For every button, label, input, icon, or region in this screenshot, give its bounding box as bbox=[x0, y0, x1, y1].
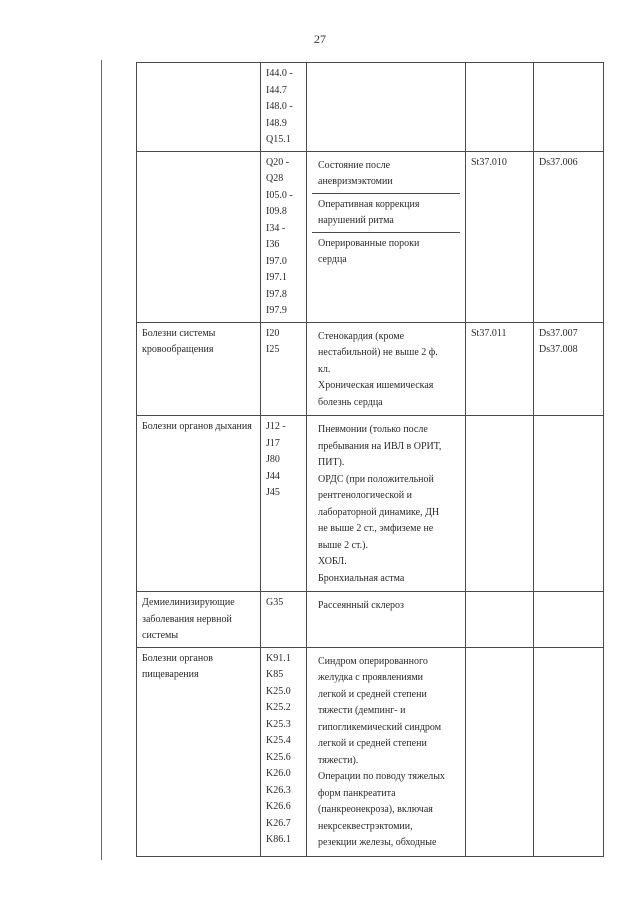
icd-codes-cell bbox=[261, 63, 307, 152]
table-row bbox=[137, 322, 604, 416]
icd-code: K25.6 bbox=[266, 751, 291, 763]
diagnosis-line: Операции по поводу тяжелых bbox=[318, 771, 445, 782]
diagnosis-cell bbox=[307, 151, 466, 322]
diagnosis-line: Рассеянный склероз bbox=[318, 600, 404, 611]
diagnosis-line: Синдром оперированного bbox=[318, 655, 428, 667]
icd-code: K26.3 bbox=[266, 784, 291, 796]
icd-code: K91.1 bbox=[266, 652, 291, 664]
table-row bbox=[137, 592, 604, 648]
icd-code: I97.0 bbox=[266, 255, 287, 267]
st-code: St37.011 bbox=[471, 327, 507, 339]
diagnosis-line: ОРДС (при положительной bbox=[318, 473, 434, 485]
st-code-cell bbox=[466, 647, 534, 856]
icd-code: I05.0 - bbox=[266, 189, 293, 201]
diagnosis-block bbox=[312, 326, 460, 414]
icd-code: K25.2 bbox=[266, 702, 291, 713]
icd-code: K26.0 bbox=[266, 768, 291, 779]
medical-codes-table bbox=[136, 62, 604, 857]
diagnosis-line: Оперативная коррекция bbox=[318, 198, 420, 210]
icd-codes-cell bbox=[261, 647, 307, 856]
diagnosis-line: Хроническая ишемическая bbox=[318, 380, 434, 391]
diagnosis-line: гипогликемический синдром bbox=[318, 721, 442, 733]
disease-group-cell bbox=[137, 63, 261, 152]
disease-group-cell bbox=[137, 647, 261, 856]
disease-group-text: Болезни органов дыхания bbox=[142, 421, 252, 432]
icd-code: J12 - bbox=[266, 421, 286, 432]
diagnosis-line: Пневмонии (только после bbox=[318, 424, 428, 435]
diagnosis-line: выше 2 ст.). bbox=[318, 539, 368, 551]
disease-group-cell bbox=[137, 592, 261, 648]
st-code-cell bbox=[466, 592, 534, 648]
st-code-cell bbox=[466, 63, 534, 152]
diagnosis-block bbox=[312, 595, 460, 617]
ds-code: Ds37.007 bbox=[539, 327, 578, 339]
diagnosis-block bbox=[312, 419, 460, 589]
icd-code: G35 bbox=[266, 597, 284, 608]
icd-code: J45 bbox=[266, 487, 280, 498]
icd-codes-cell bbox=[261, 322, 307, 416]
table-row bbox=[137, 416, 604, 592]
disease-group-text: Болезни системы кровообращения bbox=[142, 327, 216, 355]
diagnosis-line: Состояние после bbox=[318, 159, 391, 171]
diagnosis-line: пребывания на ИВЛ в ОРИТ, bbox=[318, 440, 442, 452]
icd-code: K86.1 bbox=[266, 834, 291, 845]
icd-code: I48.9 bbox=[266, 117, 287, 129]
diagnosis-cell bbox=[307, 416, 466, 592]
icd-code: I44.7 bbox=[266, 84, 287, 96]
ds-code-cell bbox=[534, 647, 604, 856]
diagnosis-line: некрсеквестрэктомии, bbox=[318, 820, 413, 832]
ds-code-cell bbox=[534, 592, 604, 648]
ds-code-cell bbox=[534, 322, 604, 416]
diagnosis-cell bbox=[307, 322, 466, 416]
icd-codes-cell bbox=[261, 592, 307, 648]
icd-codes-cell bbox=[261, 151, 307, 322]
icd-code: I34 - bbox=[266, 222, 286, 234]
diagnosis-cell bbox=[307, 63, 466, 152]
ds-code: Ds37.006 bbox=[539, 156, 578, 168]
diagnosis-line: болезнь сердца bbox=[318, 396, 383, 408]
diagnosis-block bbox=[312, 194, 460, 233]
diagnosis-line: форм панкреатита bbox=[318, 787, 396, 799]
diagnosis-line: Оперированные пороки bbox=[318, 237, 420, 249]
icd-code: I97.9 bbox=[266, 305, 287, 316]
st-code-cell bbox=[466, 322, 534, 416]
diagnosis-line: легкой и средней степени bbox=[318, 738, 427, 749]
icd-code: K26.7 bbox=[266, 817, 291, 829]
disease-group-text: Болезни органов пищеварения bbox=[142, 652, 213, 680]
diagnosis-line: Стенокардия (кроме bbox=[318, 330, 405, 342]
st-code-cell bbox=[466, 416, 534, 592]
disease-group-cell bbox=[137, 151, 261, 322]
ds-code: Ds37.008 bbox=[539, 344, 578, 355]
page-number: 27 bbox=[314, 32, 326, 46]
diagnosis-line: сердца bbox=[318, 254, 347, 265]
icd-code: J44 bbox=[266, 470, 280, 482]
st-code: St37.010 bbox=[471, 156, 507, 168]
diagnosis-line: рентгенологической и bbox=[318, 490, 412, 501]
diagnosis-block bbox=[312, 651, 460, 854]
icd-code: K26.6 bbox=[266, 801, 291, 812]
icd-code: Q15.1 bbox=[266, 134, 291, 145]
icd-code: J80 bbox=[266, 454, 280, 465]
diagnosis-block bbox=[312, 155, 460, 194]
diagnosis-line: Бронхиальная астма bbox=[318, 572, 405, 584]
icd-code: I97.8 bbox=[266, 288, 287, 300]
icd-code: I97.1 bbox=[266, 272, 287, 283]
icd-codes-cell bbox=[261, 416, 307, 592]
icd-code: I20 bbox=[266, 327, 280, 339]
diagnosis-line: ХОБЛ. bbox=[318, 556, 347, 567]
icd-code: Q20 - bbox=[266, 156, 290, 168]
st-code-cell bbox=[466, 151, 534, 322]
icd-code: Q28 bbox=[266, 173, 284, 184]
icd-code: K25.0 bbox=[266, 685, 291, 697]
diagnosis-line: резекции железы, обходные bbox=[318, 837, 437, 848]
icd-code: I09.8 bbox=[266, 206, 287, 217]
disease-group-text: Демиелинизирующие заболевания нервной системы bbox=[142, 597, 235, 641]
diagnosis-cell bbox=[307, 592, 466, 648]
icd-code: I36 bbox=[266, 239, 280, 250]
diagnosis-line: лабораторной динамике, ДН bbox=[318, 506, 440, 518]
ds-code-cell bbox=[534, 416, 604, 592]
diagnosis-line: нарушений ритма bbox=[318, 215, 394, 226]
icd-code: I25 bbox=[266, 344, 280, 355]
diagnosis-block bbox=[312, 233, 460, 271]
icd-code: J17 bbox=[266, 437, 280, 449]
table-row bbox=[137, 647, 604, 856]
left-margin-line bbox=[101, 60, 102, 860]
diagnosis-line: (панкреонекроза), включая bbox=[318, 804, 433, 815]
icd-code: K25.3 bbox=[266, 718, 291, 730]
table-row bbox=[137, 63, 604, 152]
ds-code-cell bbox=[534, 151, 604, 322]
diagnosis-line: тяжести (демпинг- и bbox=[318, 705, 406, 716]
diagnosis-cell bbox=[307, 647, 466, 856]
icd-code: I48.0 - bbox=[266, 101, 293, 112]
ds-code-cell bbox=[534, 63, 604, 152]
icd-code: K25.4 bbox=[266, 735, 291, 746]
diagnosis-line: кл. bbox=[318, 363, 331, 375]
diagnosis-line: ПИТ). bbox=[318, 457, 345, 468]
diagnosis-line: легкой и средней степени bbox=[318, 688, 427, 700]
disease-group-cell bbox=[137, 416, 261, 592]
icd-code: K85 bbox=[266, 669, 284, 680]
diagnosis-line: тяжести). bbox=[318, 754, 359, 766]
diagnosis-line: нестабильной) не выше 2 ф. bbox=[318, 347, 438, 358]
diagnosis-line: желудка с проявлениями bbox=[318, 672, 424, 683]
diagnosis-line: не выше 2 ст., эмфиземе не bbox=[318, 523, 434, 534]
diagnosis-line: аневризмэктомии bbox=[318, 176, 393, 187]
disease-group-cell bbox=[137, 322, 261, 416]
icd-code: I44.0 - bbox=[266, 68, 293, 79]
table-row bbox=[137, 151, 604, 322]
